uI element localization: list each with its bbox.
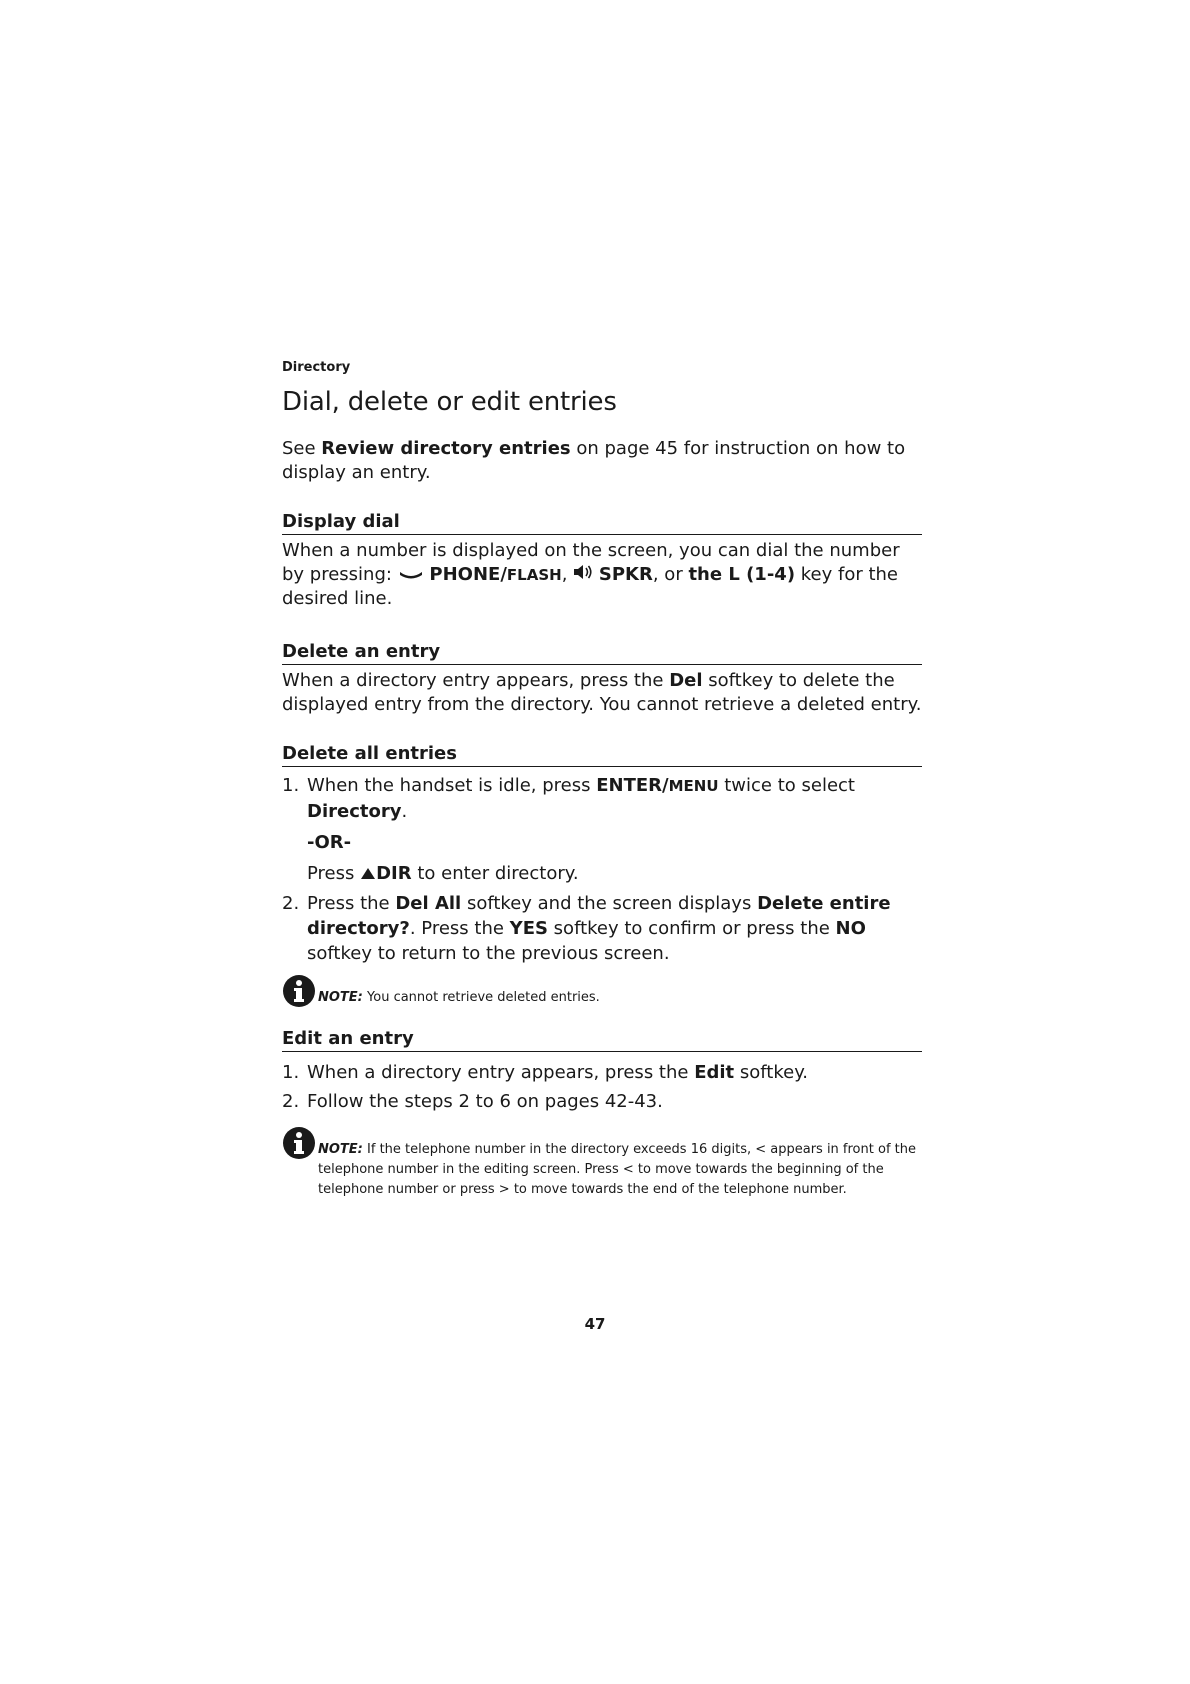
step-text: softkey. [734,1061,809,1083]
alt-instruction [307,861,922,887]
note-text [318,1126,922,1200]
step-text: to enter directory. [411,863,579,884]
running-head: Directory [282,360,351,375]
speaker-icon [573,563,593,587]
list-item [282,773,922,887]
delete-entry-text-1: When a directory entry appears, press the [282,670,670,691]
separator: , [561,564,574,585]
list-item [282,1089,922,1114]
intro-link-text: Review directory entries [321,438,571,459]
note-text [318,974,922,1008]
key-phone: PHONE/ [429,564,507,585]
section-display-dial [282,511,922,611]
edit-entry-steps [282,1060,922,1114]
menu-target: Directory [307,801,402,822]
step-text: . [401,801,408,822]
manual-page [282,360,922,1200]
step-number: 1. [282,1061,300,1083]
key-dir: DIR [376,863,412,884]
step-text: Press [307,863,361,884]
section-heading: Delete all entries [282,743,922,767]
key-del-all: Del All [395,892,462,914]
delete-entry-text [282,669,922,717]
step-text: softkey to return to the previous screen. [307,942,670,964]
note-box [282,1126,922,1200]
section-delete-entry [282,641,922,717]
section-delete-all [282,743,922,1008]
page-title: Dial, delete or edit entries [282,387,617,417]
step-text: Press the [307,892,396,914]
key-no: NO [835,917,866,939]
info-icon [282,974,316,1008]
list-item [282,1060,922,1085]
key-del: Del [669,670,703,691]
note-body: If the telephone number in the directory exceeds 16 digits, < appears in front of the telephone number in the editing screen. Press < to move towards the beginning of the telephone number or press > to move towards the end of the telephone number. [318,1141,916,1197]
key-menu: MENU [668,777,719,795]
display-dial-text [282,539,922,611]
step-text: softkey to confirm or press the [547,917,836,939]
key-yes: YES [509,917,548,939]
step-number: 2. [282,892,300,914]
key-line: the L (1-4) [688,564,796,585]
section-edit-entry [282,1028,922,1200]
key-enter: ENTER/ [596,775,669,796]
step-text: When the handset is idle, press [307,775,597,796]
step-text: . Press the [409,917,510,939]
intro-text-end: on page 45 for instruction on how to display an entry. [282,438,906,483]
key-edit: Edit [694,1061,735,1083]
note-box [282,974,922,1008]
list-item [282,891,922,966]
note-label: NOTE: [318,989,363,1005]
section-heading: Delete an entry [282,641,922,665]
or-separator [307,830,922,855]
intro-paragraph [282,437,922,485]
display-dial-text-2: key for the desired line. [282,564,899,609]
step-text: softkey and the screen displays [461,892,758,914]
section-heading: Edit an entry [282,1028,922,1052]
info-icon [282,1126,316,1160]
screen-message: Delete entire directory? [307,892,891,939]
delete-entry-text-2: softkey to delete the displayed entry from the directory. You cannot retrieve a deleted entry. [282,670,922,715]
up-triangle-icon [360,862,376,887]
section-heading: Display dial [282,511,922,535]
step-number: 2. [282,1090,300,1112]
handset-icon [398,563,424,587]
key-flash: FLASH [506,566,562,584]
delete-all-steps [282,773,922,966]
step-text: Follow the steps 2 to 6 on pages 42-43. [307,1090,663,1112]
intro-text: See [282,438,322,459]
or-label: -OR- [307,832,352,853]
page-number: 47 [584,1315,606,1333]
key-spkr: SPKR [598,564,653,585]
separator: , or [652,564,689,585]
note-body: You cannot retrieve deleted entries. [362,989,600,1005]
step-number: 1. [282,775,300,796]
display-dial-text-1: When a number is displayed on the screen, you can dial the number by pressing: [282,540,900,585]
step-text: twice to select [718,775,855,796]
step-text: When a directory entry appears, press the [307,1061,695,1083]
note-label: NOTE: [318,1141,363,1157]
